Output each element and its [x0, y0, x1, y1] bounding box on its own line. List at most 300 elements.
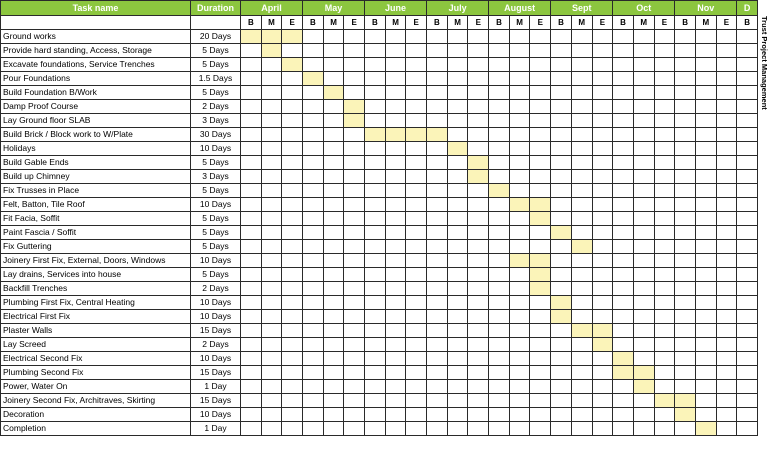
timeline-cell	[633, 394, 654, 408]
timeline-cell	[468, 352, 489, 366]
timeline-cell	[654, 86, 675, 100]
timeline-cell	[675, 170, 696, 184]
timeline-cell	[323, 282, 344, 296]
timeline-cell	[551, 324, 572, 338]
timeline-cell	[261, 58, 282, 72]
timeline-cell	[571, 156, 592, 170]
timeline-cell	[323, 380, 344, 394]
timeline-cell	[406, 352, 427, 366]
timeline-cell	[675, 380, 696, 394]
timeline-cell	[261, 394, 282, 408]
timeline-cell	[323, 240, 344, 254]
timeline-cell	[468, 366, 489, 380]
period-header: M	[385, 16, 406, 30]
task-row	[1, 114, 758, 128]
task-duration: 5 Days	[191, 240, 241, 254]
timeline-cell	[303, 254, 324, 268]
timeline-cell	[654, 44, 675, 58]
timeline-cell	[675, 338, 696, 352]
timeline-cell	[385, 30, 406, 44]
timeline-cell	[613, 268, 634, 282]
timeline-cell	[716, 212, 737, 226]
task-duration: 2 Days	[191, 282, 241, 296]
task-duration: 20 Days	[191, 30, 241, 44]
period-header: M	[323, 16, 344, 30]
timeline-cell	[406, 310, 427, 324]
timeline-cell	[633, 282, 654, 296]
timeline-cell	[385, 296, 406, 310]
task-row	[1, 58, 758, 72]
timeline-cell	[282, 394, 303, 408]
period-header: E	[282, 16, 303, 30]
task-name: Fix Trusses in Place	[1, 184, 191, 198]
timeline-cell	[675, 310, 696, 324]
timeline-cell	[427, 408, 448, 422]
timeline-cell	[447, 408, 468, 422]
timeline-cell	[592, 394, 613, 408]
period-header: E	[592, 16, 613, 30]
timeline-cell	[385, 324, 406, 338]
timeline-cell	[427, 170, 448, 184]
timeline-cell	[303, 114, 324, 128]
timeline-cell	[737, 338, 758, 352]
task-duration: 5 Days	[191, 268, 241, 282]
timeline-cell	[282, 282, 303, 296]
timeline-cell	[282, 156, 303, 170]
timeline-cell	[716, 338, 737, 352]
timeline-cell	[447, 72, 468, 86]
timeline-cell	[633, 310, 654, 324]
timeline-cell	[737, 212, 758, 226]
timeline-cell	[447, 254, 468, 268]
timeline-cell	[592, 352, 613, 366]
task-name: Lay Ground floor SLAB	[1, 114, 191, 128]
timeline-cell	[551, 366, 572, 380]
timeline-cell	[241, 296, 262, 310]
timeline-cell	[323, 212, 344, 226]
gantt-bar-cell	[695, 422, 716, 436]
timeline-cell	[365, 408, 386, 422]
timeline-cell	[468, 100, 489, 114]
timeline-cell	[282, 268, 303, 282]
timeline-cell	[303, 226, 324, 240]
timeline-cell	[633, 142, 654, 156]
timeline-cell	[261, 422, 282, 436]
timeline-cell	[509, 86, 530, 100]
timeline-cell	[323, 296, 344, 310]
gantt-bar-cell	[447, 142, 468, 156]
timeline-cell	[737, 254, 758, 268]
timeline-cell	[571, 184, 592, 198]
timeline-cell	[489, 86, 510, 100]
period-header-row	[1, 16, 758, 30]
timeline-cell	[737, 44, 758, 58]
timeline-cell	[489, 324, 510, 338]
timeline-cell	[695, 324, 716, 338]
timeline-cell	[344, 352, 365, 366]
timeline-cell	[489, 380, 510, 394]
timeline-cell	[365, 422, 386, 436]
timeline-cell	[303, 282, 324, 296]
timeline-cell	[613, 30, 634, 44]
timeline-cell	[365, 338, 386, 352]
timeline-cell	[592, 142, 613, 156]
timeline-cell	[489, 128, 510, 142]
timeline-cell	[489, 142, 510, 156]
timeline-cell	[447, 310, 468, 324]
timeline-cell	[282, 170, 303, 184]
timeline-cell	[282, 212, 303, 226]
timeline-cell	[654, 142, 675, 156]
timeline-cell	[365, 30, 386, 44]
timeline-cell	[427, 86, 448, 100]
timeline-cell	[633, 296, 654, 310]
side-label	[760, 16, 770, 126]
timeline-cell	[489, 58, 510, 72]
timeline-cell	[530, 296, 551, 310]
timeline-cell	[489, 366, 510, 380]
month-header: Oct	[613, 1, 675, 16]
timeline-cell	[592, 226, 613, 240]
timeline-cell	[530, 324, 551, 338]
timeline-cell	[716, 380, 737, 394]
timeline-cell	[344, 170, 365, 184]
timeline-cell	[323, 100, 344, 114]
timeline-cell	[695, 282, 716, 296]
timeline-cell	[633, 338, 654, 352]
timeline-cell	[385, 212, 406, 226]
timeline-cell	[695, 156, 716, 170]
task-name: Plumbing Second Fix	[1, 366, 191, 380]
timeline-cell	[385, 240, 406, 254]
month-header: April	[241, 1, 303, 16]
timeline-cell	[592, 408, 613, 422]
timeline-cell	[737, 114, 758, 128]
timeline-cell	[509, 296, 530, 310]
timeline-cell	[303, 394, 324, 408]
timeline-cell	[695, 380, 716, 394]
timeline-cell	[551, 240, 572, 254]
period-header: E	[406, 16, 427, 30]
task-name: Build Brick / Block work to W/Plate	[1, 128, 191, 142]
timeline-cell	[654, 30, 675, 44]
timeline-cell	[241, 58, 262, 72]
timeline-cell	[447, 100, 468, 114]
timeline-cell	[633, 30, 654, 44]
timeline-cell	[365, 184, 386, 198]
timeline-cell	[592, 114, 613, 128]
timeline-cell	[489, 100, 510, 114]
timeline-cell	[737, 268, 758, 282]
task-name: Completion	[1, 422, 191, 436]
gantt-bar-cell	[675, 408, 696, 422]
timeline-cell	[385, 156, 406, 170]
timeline-cell	[716, 226, 737, 240]
timeline-cell	[282, 86, 303, 100]
timeline-cell	[633, 422, 654, 436]
timeline-cell	[385, 422, 406, 436]
timeline-cell	[530, 184, 551, 198]
timeline-cell	[365, 86, 386, 100]
timeline-cell	[344, 72, 365, 86]
duration-subheader	[191, 16, 241, 30]
task-name: Joinery First Fix, External, Doors, Windows	[1, 254, 191, 268]
timeline-cell	[427, 72, 448, 86]
task-row	[1, 86, 758, 100]
timeline-cell	[530, 114, 551, 128]
timeline-cell	[303, 240, 324, 254]
timeline-cell	[323, 366, 344, 380]
timeline-cell	[716, 394, 737, 408]
timeline-cell	[468, 310, 489, 324]
timeline-cell	[633, 156, 654, 170]
timeline-cell	[530, 240, 551, 254]
timeline-cell	[303, 422, 324, 436]
timeline-cell	[406, 184, 427, 198]
timeline-cell	[323, 156, 344, 170]
task-name: Electrical First Fix	[1, 310, 191, 324]
timeline-cell	[613, 282, 634, 296]
timeline-cell	[406, 366, 427, 380]
timeline-cell	[344, 310, 365, 324]
timeline-cell	[695, 58, 716, 72]
task-row	[1, 394, 758, 408]
timeline-cell	[592, 422, 613, 436]
timeline-cell	[509, 226, 530, 240]
timeline-cell	[613, 240, 634, 254]
timeline-cell	[613, 296, 634, 310]
task-row	[1, 282, 758, 296]
timeline-cell	[551, 72, 572, 86]
timeline-cell	[509, 44, 530, 58]
timeline-cell	[737, 86, 758, 100]
gantt-bar-cell	[675, 394, 696, 408]
timeline-cell	[737, 324, 758, 338]
timeline-cell	[551, 394, 572, 408]
timeline-cell	[261, 212, 282, 226]
period-header: B	[675, 16, 696, 30]
timeline-cell	[468, 268, 489, 282]
timeline-cell	[551, 352, 572, 366]
timeline-cell	[551, 198, 572, 212]
timeline-cell	[530, 422, 551, 436]
timeline-cell	[344, 296, 365, 310]
timeline-cell	[530, 30, 551, 44]
timeline-cell	[489, 212, 510, 226]
timeline-cell	[241, 268, 262, 282]
timeline-cell	[551, 156, 572, 170]
timeline-cell	[427, 366, 448, 380]
timeline-cell	[695, 338, 716, 352]
gantt-bar-cell	[633, 380, 654, 394]
timeline-cell	[241, 324, 262, 338]
timeline-cell	[447, 226, 468, 240]
timeline-cell	[592, 366, 613, 380]
timeline-cell	[509, 240, 530, 254]
timeline-cell	[675, 282, 696, 296]
timeline-cell	[737, 170, 758, 184]
task-duration: 5 Days	[191, 156, 241, 170]
timeline-cell	[427, 310, 448, 324]
timeline-cell	[654, 72, 675, 86]
gantt-bar-cell	[344, 100, 365, 114]
timeline-cell	[241, 212, 262, 226]
timeline-cell	[613, 170, 634, 184]
timeline-cell	[654, 380, 675, 394]
gantt-bar-cell	[530, 198, 551, 212]
timeline-cell	[737, 30, 758, 44]
timeline-cell	[551, 100, 572, 114]
timeline-cell	[406, 86, 427, 100]
timeline-cell	[737, 352, 758, 366]
timeline-cell	[303, 156, 324, 170]
task-name: Provide hard standing, Access, Storage	[1, 44, 191, 58]
gantt-bar-cell	[571, 240, 592, 254]
timeline-cell	[716, 170, 737, 184]
timeline-cell	[716, 58, 737, 72]
timeline-cell	[530, 366, 551, 380]
timeline-cell	[633, 184, 654, 198]
timeline-cell	[551, 114, 572, 128]
timeline-cell	[654, 366, 675, 380]
timeline-cell	[654, 408, 675, 422]
task-row	[1, 212, 758, 226]
timeline-cell	[489, 226, 510, 240]
timeline-cell	[282, 100, 303, 114]
timeline-cell	[592, 198, 613, 212]
timeline-cell	[344, 86, 365, 100]
gantt-bar-cell	[530, 282, 551, 296]
timeline-cell	[261, 198, 282, 212]
timeline-cell	[385, 72, 406, 86]
timeline-cell	[530, 310, 551, 324]
timeline-cell	[613, 254, 634, 268]
timeline-cell	[303, 184, 324, 198]
month-header: Sept	[551, 1, 613, 16]
task-duration: 15 Days	[191, 394, 241, 408]
timeline-cell	[406, 44, 427, 58]
timeline-cell	[303, 212, 324, 226]
task-name: Power, Water On	[1, 380, 191, 394]
timeline-cell	[303, 338, 324, 352]
timeline-cell	[344, 184, 365, 198]
task-row	[1, 254, 758, 268]
timeline-cell	[365, 58, 386, 72]
timeline-cell	[427, 226, 448, 240]
timeline-cell	[282, 198, 303, 212]
timeline-cell	[489, 198, 510, 212]
timeline-cell	[530, 170, 551, 184]
timeline-cell	[241, 100, 262, 114]
task-duration: 1.5 Days	[191, 72, 241, 86]
timeline-cell	[737, 380, 758, 394]
month-header: August	[489, 1, 551, 16]
timeline-cell	[675, 324, 696, 338]
timeline-cell	[365, 170, 386, 184]
timeline-cell	[241, 408, 262, 422]
timeline-cell	[241, 44, 262, 58]
timeline-cell	[613, 142, 634, 156]
timeline-cell	[447, 212, 468, 226]
timeline-cell	[675, 268, 696, 282]
task-duration: 1 Day	[191, 422, 241, 436]
timeline-cell	[427, 240, 448, 254]
timeline-cell	[509, 114, 530, 128]
timeline-cell	[675, 100, 696, 114]
task-row	[1, 310, 758, 324]
timeline-cell	[592, 170, 613, 184]
timeline-cell	[385, 366, 406, 380]
timeline-cell	[695, 254, 716, 268]
task-duration: 10 Days	[191, 310, 241, 324]
task-name: Pour Foundations	[1, 72, 191, 86]
timeline-cell	[633, 170, 654, 184]
timeline-cell	[592, 212, 613, 226]
timeline-cell	[551, 184, 572, 198]
timeline-cell	[261, 170, 282, 184]
timeline-cell	[427, 44, 448, 58]
timeline-cell	[489, 296, 510, 310]
timeline-cell	[406, 282, 427, 296]
timeline-cell	[323, 142, 344, 156]
timeline-cell	[303, 44, 324, 58]
task-row	[1, 240, 758, 254]
timeline-cell	[282, 380, 303, 394]
timeline-cell	[406, 338, 427, 352]
timeline-cell	[241, 128, 262, 142]
timeline-cell	[737, 226, 758, 240]
timeline-cell	[654, 184, 675, 198]
timeline-cell	[592, 296, 613, 310]
timeline-cell	[551, 380, 572, 394]
timeline-cell	[261, 310, 282, 324]
timeline-cell	[447, 170, 468, 184]
timeline-cell	[406, 100, 427, 114]
gantt-bar-cell	[551, 296, 572, 310]
period-header: M	[695, 16, 716, 30]
timeline-cell	[489, 338, 510, 352]
timeline-cell	[509, 394, 530, 408]
timeline-cell	[385, 282, 406, 296]
timeline-cell	[241, 310, 262, 324]
timeline-cell	[551, 86, 572, 100]
timeline-cell	[489, 30, 510, 44]
timeline-cell	[344, 128, 365, 142]
gantt-bar-cell	[551, 226, 572, 240]
timeline-cell	[571, 142, 592, 156]
task-row	[1, 100, 758, 114]
timeline-cell	[385, 114, 406, 128]
task-name: Plumbing First Fix, Central Heating	[1, 296, 191, 310]
timeline-cell	[551, 44, 572, 58]
timeline-cell	[654, 226, 675, 240]
timeline-cell	[716, 282, 737, 296]
gantt-bar-cell	[282, 58, 303, 72]
timeline-cell	[427, 282, 448, 296]
timeline-cell	[737, 72, 758, 86]
timeline-cell	[468, 198, 489, 212]
timeline-cell	[489, 394, 510, 408]
task-duration: 15 Days	[191, 324, 241, 338]
timeline-cell	[261, 240, 282, 254]
timeline-cell	[509, 72, 530, 86]
timeline-cell	[654, 198, 675, 212]
timeline-cell	[385, 310, 406, 324]
timeline-cell	[282, 114, 303, 128]
timeline-cell	[716, 408, 737, 422]
timeline-cell	[365, 240, 386, 254]
timeline-cell	[675, 226, 696, 240]
